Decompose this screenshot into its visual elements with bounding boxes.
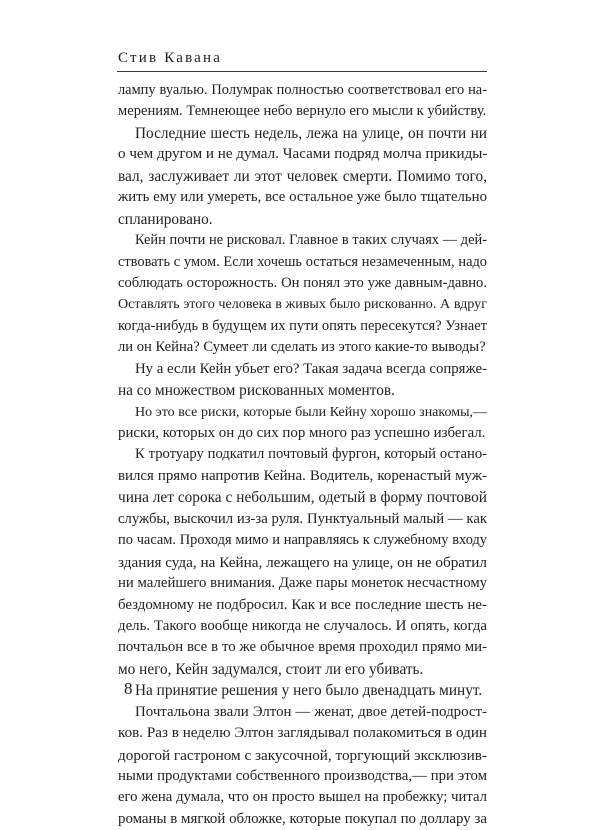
text-line: К тротуару подкатил почтовый фургон, который остано- [135, 446, 487, 463]
text-line: Оставлять этого человека в живых было рискованно. А вдруг [118, 296, 487, 313]
text-line: службы, выскочил из-за руля. Пунктуальный малый — как [118, 510, 487, 527]
body-text [118, 80, 487, 830]
page-number: 8 [124, 679, 133, 698]
text-line: риски, которых он до сих пор много раз успешно избегал. [118, 425, 486, 441]
text-line: На принятие решения у него было двенадцать минут. [135, 682, 483, 700]
text-line: спланировано. [118, 210, 213, 228]
text-line: ствовать с умом. Если хочешь остаться незамеченным, надо [118, 253, 487, 270]
text-line: дорогой гастроном с закусочной, торгующий эксклюзив- [118, 746, 487, 764]
text-line: чина лет сорока с небольшим, одетый в форму почтовой [118, 489, 487, 507]
text-line: Но это все риски, которые были Кейну хорошо знакомы,— [135, 404, 487, 420]
text-line: его жена думала, что он просто вышел на пробежку; читал [118, 789, 487, 806]
text-line: почтальон все в то же обычное время проходил прямо ми- [118, 639, 487, 656]
header-rule [117, 71, 487, 72]
text-line: Ну а если Кейн убьет его? Такая задача всегда сопряже- [135, 360, 487, 377]
text-line: дель. Такого вообще никогда не случалось. И опять, когда [118, 617, 487, 634]
text-line: вился прямо напротив Кейна. Водитель, коренастый муж- [118, 467, 487, 484]
text-line: мерениям. Темнеющее небо вернуло его мысли к убийству. [118, 103, 487, 120]
running-head-title: Стив Кавана [118, 50, 223, 66]
text-line: соблюдать осторожность. Он понял это уже давным-давно. [118, 274, 487, 291]
text-line: ков. Раз в неделю Элтон заглядывал полакомиться в один [118, 725, 487, 742]
text-line: мо него, Кейн задумался, стоит ли его убивать. [118, 660, 424, 678]
text-line: по часам. Проходя мимо и направляясь к служебному входу [118, 532, 487, 549]
text-line: ли он Кейна? Сумеет ли сделать из этого какие-то выводы? [118, 339, 486, 356]
text-line: лампу вуалью. Полумрак полностью соответствовал его на- [118, 82, 487, 98]
text-line: ными продуктами собственного производства,— при этом [118, 768, 487, 784]
text-line: Последние шесть недель, лежа на улице, он почти ни [135, 124, 487, 142]
text-line: вал, заслуживает ли этот человек смерти. Помимо того, [118, 167, 487, 185]
text-line: на со множеством рискованных моментов. [118, 382, 395, 400]
text-line: здания суда, на Кейна, лежащего на улице, он не обратил [118, 553, 487, 571]
text-line: бездомному не подбросил. Как и все последние шесть не- [118, 596, 487, 613]
text-line: жить ему или умереть, все остальное уже было тщательно [118, 189, 487, 206]
text-line: Кейн почти не рисковал. Главное в таких случаях — дей- [135, 232, 487, 249]
text-line: романы в мягкой обложке, которые покупал по доллару за [118, 810, 487, 827]
text-line: когда-нибудь в будущем их пути опять пересекутся? Узнает [118, 317, 487, 334]
text-line: о чем другом и не думал. Часами подряд молча прикиды- [118, 146, 488, 163]
text-line: ни малейшего внимания. Даже пары монеток несчастному [118, 575, 488, 592]
text-line: Почтальона звали Элтон — женат, двое детей-подрост- [135, 703, 487, 720]
